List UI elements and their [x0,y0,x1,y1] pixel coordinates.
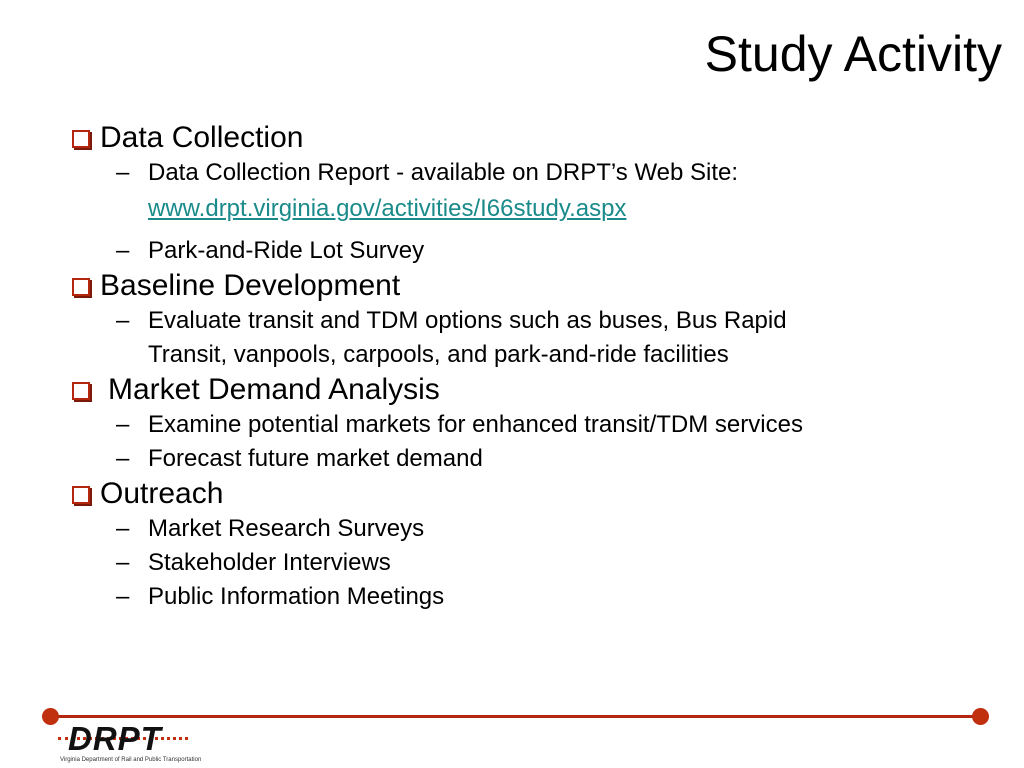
dash-bullet: – [116,583,130,610]
sub-list [72,512,992,614]
footer-right-dot-icon [972,708,989,725]
section-heading [72,372,992,408]
list-item-text: Public Information Meetings [148,583,445,610]
checkbox-bullet-icon [72,382,90,400]
drpt-logo [58,720,202,766]
sub-list [72,156,992,268]
list-item-text: Examine potential markets for enhanced transit/TDM services [148,411,803,438]
list-item [72,546,992,580]
drpt-study-link[interactable]: www.drpt.virginia.gov/activities/I66study.aspx [148,195,627,222]
list-item-text: Forecast future market demand [148,445,483,472]
sub-list [72,408,992,476]
checkbox-bullet-icon [72,278,90,296]
dash-bullet: – [116,159,130,186]
list-item-text: Data Collection Report - available on DRPT’s Web Site: [148,159,739,186]
section-baseline-development [72,268,992,372]
list-item [72,580,992,614]
list-item-text-continued: Transit, vanpools, carpools, and park-and-ride facilities [148,341,729,368]
list-item-text: Evaluate transit and TDM options such as buses, Bus Rapid [148,307,787,334]
dash-bullet: – [116,445,130,472]
list-item [72,442,992,476]
link-line [148,192,992,226]
dash-bullet: – [116,549,130,576]
section-heading [72,120,992,156]
section-outreach [72,476,992,614]
list-item-text: Park-and-Ride Lot Survey [148,237,425,264]
section-heading-label: Market Demand Analysis [108,373,440,406]
logo-subtitle: Virginia Department of Rail and Public Transportation [60,757,202,763]
section-market-demand-analysis [72,372,992,476]
section-data-collection [72,120,992,268]
section-heading-label: Outreach [100,477,224,510]
section-heading-label: Baseline Development [100,269,401,302]
list-item [72,234,992,268]
section-heading [72,476,992,512]
dash-bullet: – [116,515,130,542]
dash-bullet: – [116,307,130,334]
list-item [72,512,992,546]
sub-list [72,304,992,372]
checkbox-bullet-icon [72,130,90,148]
logo-wordmark: DRPT [68,720,162,757]
footer-left-dot-icon [42,708,59,725]
list-item [72,304,992,372]
list-item-text: Stakeholder Interviews [148,549,391,576]
dash-bullet: – [116,411,130,438]
section-heading [72,268,992,304]
list-item [72,408,992,442]
slide-title: Study Activity [704,26,1002,82]
list-item [72,156,992,226]
section-heading-label: Data Collection [100,121,304,154]
slide-content [72,120,992,614]
list-item-text: Market Research Surveys [148,515,425,542]
footer-divider [52,715,982,718]
checkbox-bullet-icon [72,486,90,504]
dash-bullet: – [116,237,130,264]
